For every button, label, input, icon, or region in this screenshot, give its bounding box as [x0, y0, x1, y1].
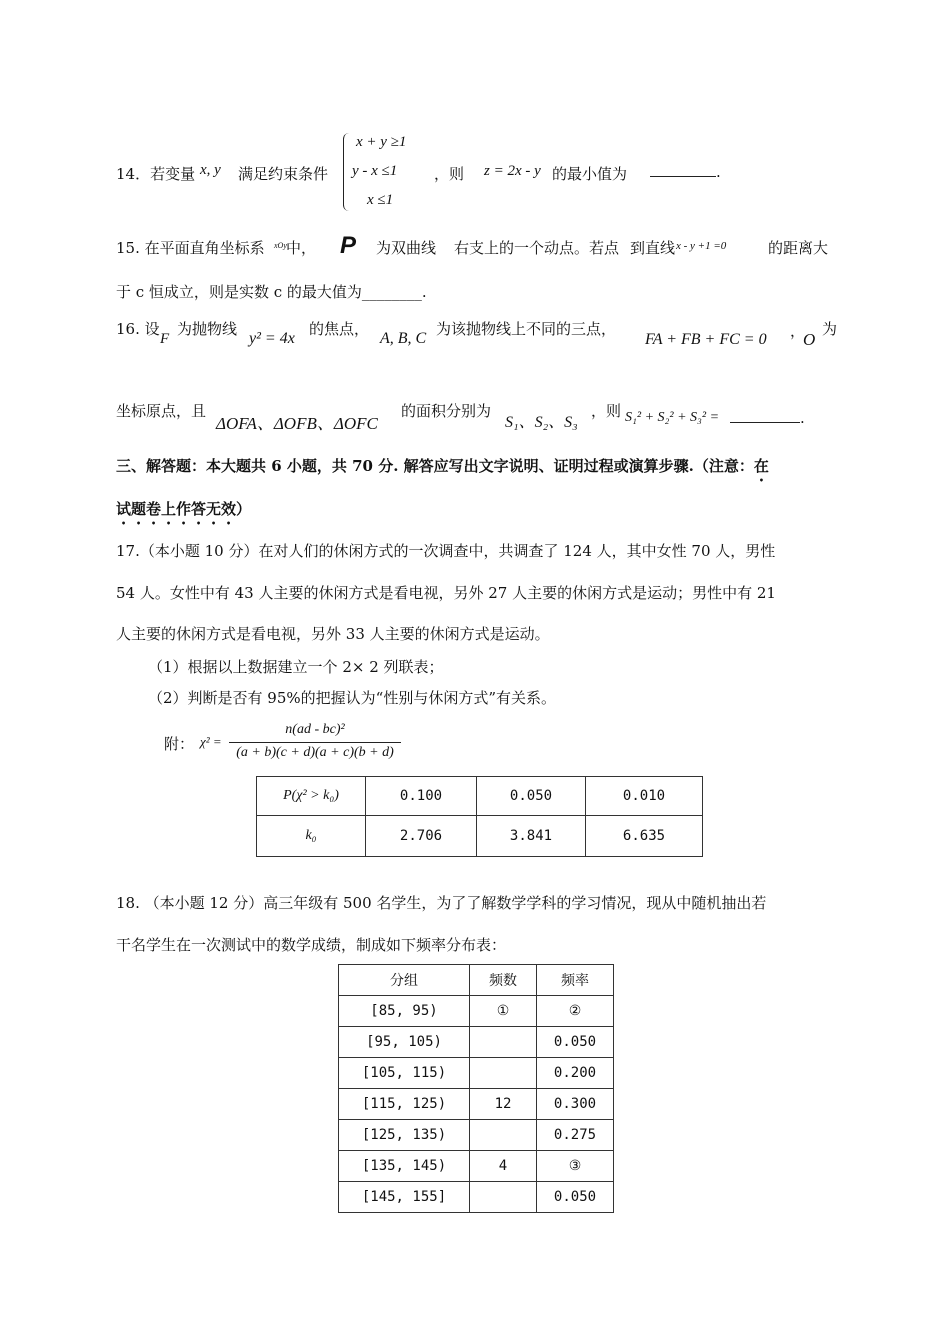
table-cell: [125, 135)	[339, 1120, 470, 1151]
table-cell: 0.050	[537, 1027, 614, 1058]
table-row	[339, 1058, 614, 1089]
table-row	[257, 816, 703, 857]
table-row	[257, 777, 703, 816]
focus-f: F	[160, 331, 170, 347]
header-group: 分组	[339, 965, 470, 996]
q15-line-eq: x - y +1 =0	[676, 240, 727, 252]
point-p: P	[340, 232, 357, 259]
q18-line2: 干名学生在一次测试中的数学成绩，制成如下频率分布表：	[116, 936, 507, 954]
fraction-bar	[229, 742, 401, 743]
q16-c: 的焦点，	[309, 320, 370, 338]
section-3-line1: 三、解答题：本大题共 6 小题，共 70 分. 解答应写出文字说明、证明过程或演算步骤.（注意：在	[116, 457, 769, 475]
q15-line1b: 中，	[286, 239, 317, 257]
q15-line1e: 到直线	[630, 239, 676, 257]
q16-line2c: ，则	[591, 402, 622, 420]
table-row	[339, 1089, 614, 1120]
q16-line2a: 坐标原点，且	[116, 402, 207, 420]
header-frequency: 频率	[537, 965, 614, 996]
q15-line1d: 右支上的一个动点。若点	[454, 239, 620, 257]
q16-b: 为抛物线	[177, 320, 238, 338]
table-cell	[470, 1182, 537, 1213]
chi-square-symbol: χ² =	[200, 734, 222, 749]
table-cell: k₀	[257, 816, 366, 857]
table-cell	[470, 1058, 537, 1089]
table-cell	[470, 1120, 537, 1151]
table-cell: 2.706	[366, 816, 477, 857]
section-3-line2: 试题卷上作答无效）	[116, 500, 252, 518]
q16-e: 为	[822, 320, 838, 338]
q15-line2: 于 c 恒成立，则是实数 c 的最大值为________.	[116, 283, 427, 301]
table-cell: 0.200	[537, 1058, 614, 1089]
triangles: ΔOFA、ΔOFB、ΔOFC	[216, 414, 378, 433]
origin-o: O	[803, 330, 816, 349]
areas: S₁、S₂、S₃	[505, 414, 578, 431]
q14-expr: z = 2x - y	[484, 163, 541, 179]
table-cell: 0.275	[537, 1120, 614, 1151]
table-cell: 0.300	[537, 1089, 614, 1120]
q17-part2: （2）判断是否有 95%的把握认为“性别与休闲方式”有关系。	[148, 689, 556, 707]
q15-line1c: 为双曲线	[376, 239, 437, 257]
table-cell: [105, 115)	[339, 1058, 470, 1089]
q17-line3: 人主要的休闲方式是看电视，另外 33 人主要的休闲方式是运动。	[116, 625, 550, 643]
q14-then: ，则	[434, 165, 465, 183]
table-row	[339, 1027, 614, 1058]
table-cell: [85, 95)	[339, 996, 470, 1027]
q15-xoy: xOy	[274, 241, 287, 250]
q15-line1f: 的距离大	[768, 239, 829, 257]
q17-line2: 54 人。女性中有 43 人主要的休闲方式是看电视，另外 27 人主要的休闲方式是运动；男性中有 21	[116, 584, 776, 602]
q14-suffix: 的最小值为	[552, 165, 628, 183]
table-cell	[470, 1027, 537, 1058]
table-cell: ②	[537, 996, 614, 1027]
table-row	[339, 1151, 614, 1182]
table-cell: 0.050	[477, 777, 586, 816]
formula-numerator: n(ad - bc)²	[285, 722, 345, 737]
constraint-brace	[343, 133, 352, 211]
table-row	[339, 1182, 614, 1213]
q17-line1: 17.（本小题 10 分）在对人们的休闲方式的一次调查中，共调查了 124 人，其中女性 70 人，男性	[116, 542, 776, 560]
table-cell: 0.010	[586, 777, 703, 816]
constraint-1: x + y ≥1	[356, 134, 407, 150]
table-cell: [145, 155]	[339, 1182, 470, 1213]
q14-answer-blank: .	[650, 163, 721, 181]
q14-vars: x, y	[200, 162, 221, 178]
header-count: 频数	[470, 965, 537, 996]
q16-answer-blank: .	[730, 409, 805, 427]
q16-d: 为该抛物线上不同的三点，	[436, 320, 617, 338]
table-cell: 12	[470, 1089, 537, 1120]
q16-comma: ，	[790, 322, 806, 340]
points-abc: A, B, C	[380, 330, 427, 347]
q16-line2b: 的面积分别为	[401, 402, 492, 420]
table-cell: 6.635	[586, 816, 703, 857]
table-cell: [135, 145)	[339, 1151, 470, 1182]
constraint-2: y - x ≤1	[352, 163, 398, 179]
q14-mid: 满足约束条件	[238, 165, 329, 183]
table-cell: [95, 105)	[339, 1027, 470, 1058]
sum-of-squares: S₁² + S₂² + S₃² =	[625, 410, 720, 425]
parabola-eq: y² = 4x	[249, 330, 295, 347]
table-cell: 3.841	[477, 816, 586, 857]
q17-part1: （1）根据以上数据建立一个 2× 2 列联表；	[148, 658, 444, 676]
vector-sum: FA + FB + FC = 0	[645, 331, 767, 348]
formula-denominator: (a + b)(c + d)(a + c)(b + d)	[236, 745, 394, 760]
table-cell: P(χ² > k₀)	[257, 777, 366, 816]
appendix-label: 附：	[164, 735, 195, 753]
table-cell: 4	[470, 1151, 537, 1182]
table-cell: [115, 125)	[339, 1089, 470, 1120]
q14-prefix: 14．若变量	[116, 165, 196, 183]
frequency-table	[338, 964, 614, 1213]
table-cell: ③	[537, 1151, 614, 1182]
table-cell: ①	[470, 996, 537, 1027]
table-header-row	[339, 965, 614, 996]
table-cell: 0.050	[537, 1182, 614, 1213]
table-row	[339, 1120, 614, 1151]
constraint-3: x ≤1	[367, 192, 394, 208]
table-cell: 0.100	[366, 777, 477, 816]
critical-values-table	[256, 776, 703, 857]
table-row	[339, 996, 614, 1027]
q16-a: 16. 设	[116, 320, 160, 338]
q15-line1a: 15. 在平面直角坐标系	[116, 239, 265, 257]
q18-line1: 18. （本小题 12 分）高三年级有 500 名学生，为了了解数学学科的学习情况，现从中随机抽出若	[116, 894, 767, 912]
